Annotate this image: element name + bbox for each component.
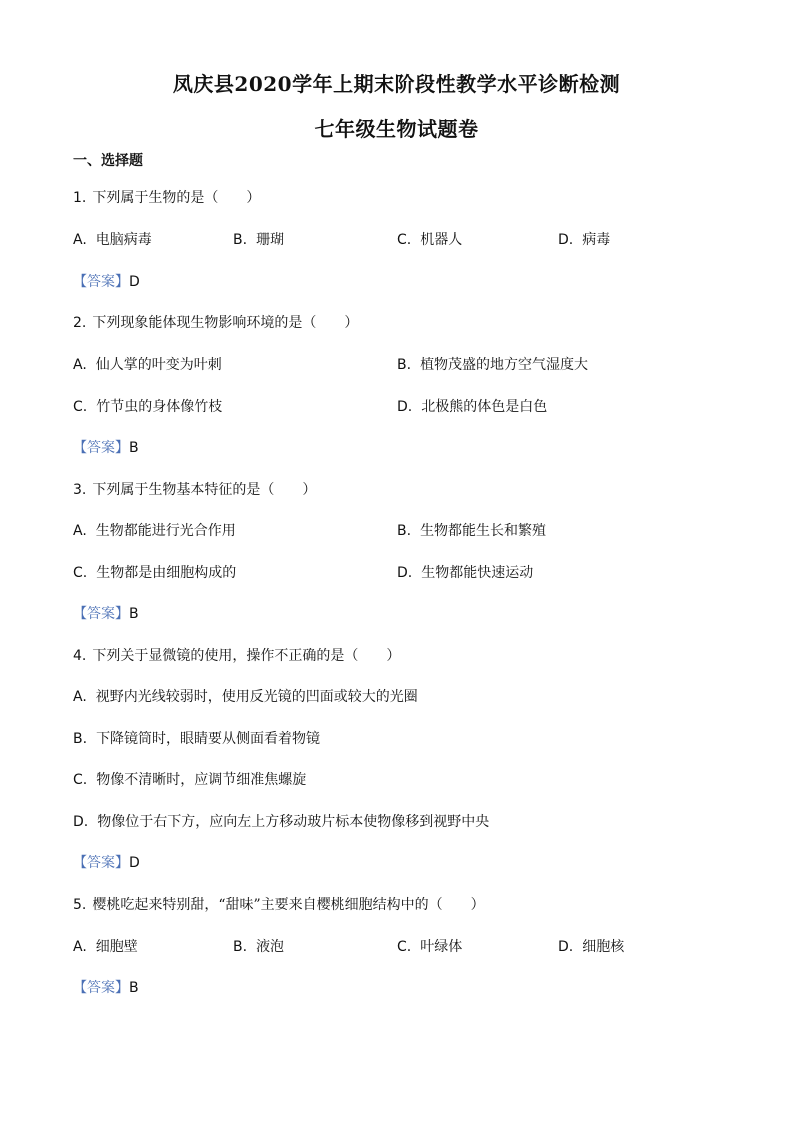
option-2a	[73, 354, 222, 374]
question-number: 3.	[73, 482, 87, 498]
option-3a	[73, 520, 236, 540]
option-text: 仙人掌的叶变为叶刺	[95, 357, 222, 373]
option-3d	[397, 562, 533, 582]
option-5a	[73, 936, 138, 956]
option-letter: B.	[73, 731, 88, 747]
answer-1	[73, 271, 140, 291]
option-letter: A.	[73, 232, 87, 248]
question-5	[73, 894, 485, 914]
answer-value: B	[129, 606, 139, 622]
option-text: 机器人	[420, 232, 463, 248]
question-text: 樱桃吃起来特别甜，“甜味”主要来自樱桃细胞结构中的（ ）	[92, 897, 485, 913]
option-1a	[73, 229, 152, 249]
question-text: 下列属于生物基本特征的是（ ）	[92, 482, 317, 498]
option-letter: D.	[73, 814, 89, 830]
question-text: 下列现象能体现生物影响环境的是（ ）	[92, 315, 359, 331]
option-5c	[397, 936, 462, 956]
question-number: 2.	[73, 315, 87, 331]
answer-value: B	[129, 980, 139, 996]
option-text: 生物都能进行光合作用	[95, 523, 236, 539]
answer-2	[73, 437, 139, 457]
question-4	[73, 645, 400, 665]
answer-3	[73, 603, 139, 623]
option-letter: A.	[73, 689, 87, 705]
option-letter: A.	[73, 357, 87, 373]
option-letter: B.	[397, 357, 412, 373]
option-3b	[397, 520, 546, 540]
option-4d	[73, 811, 489, 831]
answer-4	[73, 852, 140, 872]
answer-tag: 【答案】	[73, 440, 129, 456]
option-letter: D.	[558, 939, 574, 955]
option-letter: D.	[397, 565, 413, 581]
option-4c	[73, 769, 306, 789]
option-5b	[233, 936, 284, 956]
option-text: 生物都是由细胞构成的	[96, 565, 237, 581]
option-text: 电脑病毒	[95, 232, 152, 248]
option-letter: B.	[233, 232, 248, 248]
question-2	[73, 312, 358, 332]
option-text: 细胞壁	[95, 939, 138, 955]
question-text: 下列属于生物的是（ ）	[92, 190, 261, 206]
option-5d	[558, 936, 624, 956]
option-text: 植物茂盛的地方空气湿度大	[420, 357, 589, 373]
option-letter: C.	[397, 939, 412, 955]
option-letter: D.	[397, 399, 413, 415]
question-3	[73, 479, 316, 499]
answer-value: D	[129, 274, 140, 290]
option-text: 竹节虫的身体像竹枝	[96, 399, 223, 415]
option-letter: C.	[397, 232, 412, 248]
question-number: 4.	[73, 648, 87, 664]
option-text: 视野内光线较弱时，使用反光镜的凹面或较大的光圈	[95, 689, 418, 705]
answer-5	[73, 977, 139, 997]
option-1c	[397, 229, 462, 249]
answer-tag: 【答案】	[73, 980, 129, 996]
exam-subtitle: 七年级生物试题卷	[314, 117, 479, 141]
answer-tag: 【答案】	[73, 274, 129, 290]
exam-title: 凤庆县2020学年上期末阶段性教学水平诊断检测	[172, 72, 621, 96]
option-text: 北极熊的体色是白色	[421, 399, 548, 415]
option-2c	[73, 396, 222, 416]
option-text: 叶绿体	[420, 939, 463, 955]
option-letter: D.	[558, 232, 574, 248]
option-letter: B.	[233, 939, 248, 955]
option-text: 下降镜筒时，眼睛要从侧面看着物镜	[96, 731, 321, 747]
option-letter: A.	[73, 939, 87, 955]
option-text: 珊瑚	[256, 232, 285, 248]
answer-tag: 【答案】	[73, 606, 129, 622]
answer-value: D	[129, 855, 140, 871]
section-heading: 一、选择题	[73, 153, 143, 169]
option-letter: C.	[73, 399, 88, 415]
option-text: 液泡	[256, 939, 285, 955]
answer-value: B	[129, 440, 139, 456]
question-number: 5.	[73, 897, 87, 913]
question-1	[73, 187, 260, 207]
option-1b	[233, 229, 284, 249]
answer-tag: 【答案】	[73, 855, 129, 871]
option-4a	[73, 686, 418, 706]
option-text: 病毒	[582, 232, 611, 248]
option-letter: C.	[73, 565, 88, 581]
option-text: 生物都能快速运动	[421, 565, 534, 581]
option-letter: B.	[397, 523, 412, 539]
option-3c	[73, 562, 236, 582]
option-letter: A.	[73, 523, 87, 539]
option-text: 物像位于右下方，应向左上方移动玻片标本使物像移到视野中央	[97, 814, 490, 830]
question-text: 下列关于显微镜的使用，操作不正确的是（ ）	[92, 648, 401, 664]
option-2d	[397, 396, 547, 416]
option-text: 生物都能生长和繁殖	[420, 523, 547, 539]
option-text: 细胞核	[582, 939, 625, 955]
option-4b	[73, 728, 320, 748]
option-1d	[558, 229, 610, 249]
question-number: 1.	[73, 190, 87, 206]
option-2b	[397, 354, 588, 374]
option-letter: C.	[73, 772, 88, 788]
option-text: 物像不清晰时，应调节细准焦螺旋	[96, 772, 307, 788]
